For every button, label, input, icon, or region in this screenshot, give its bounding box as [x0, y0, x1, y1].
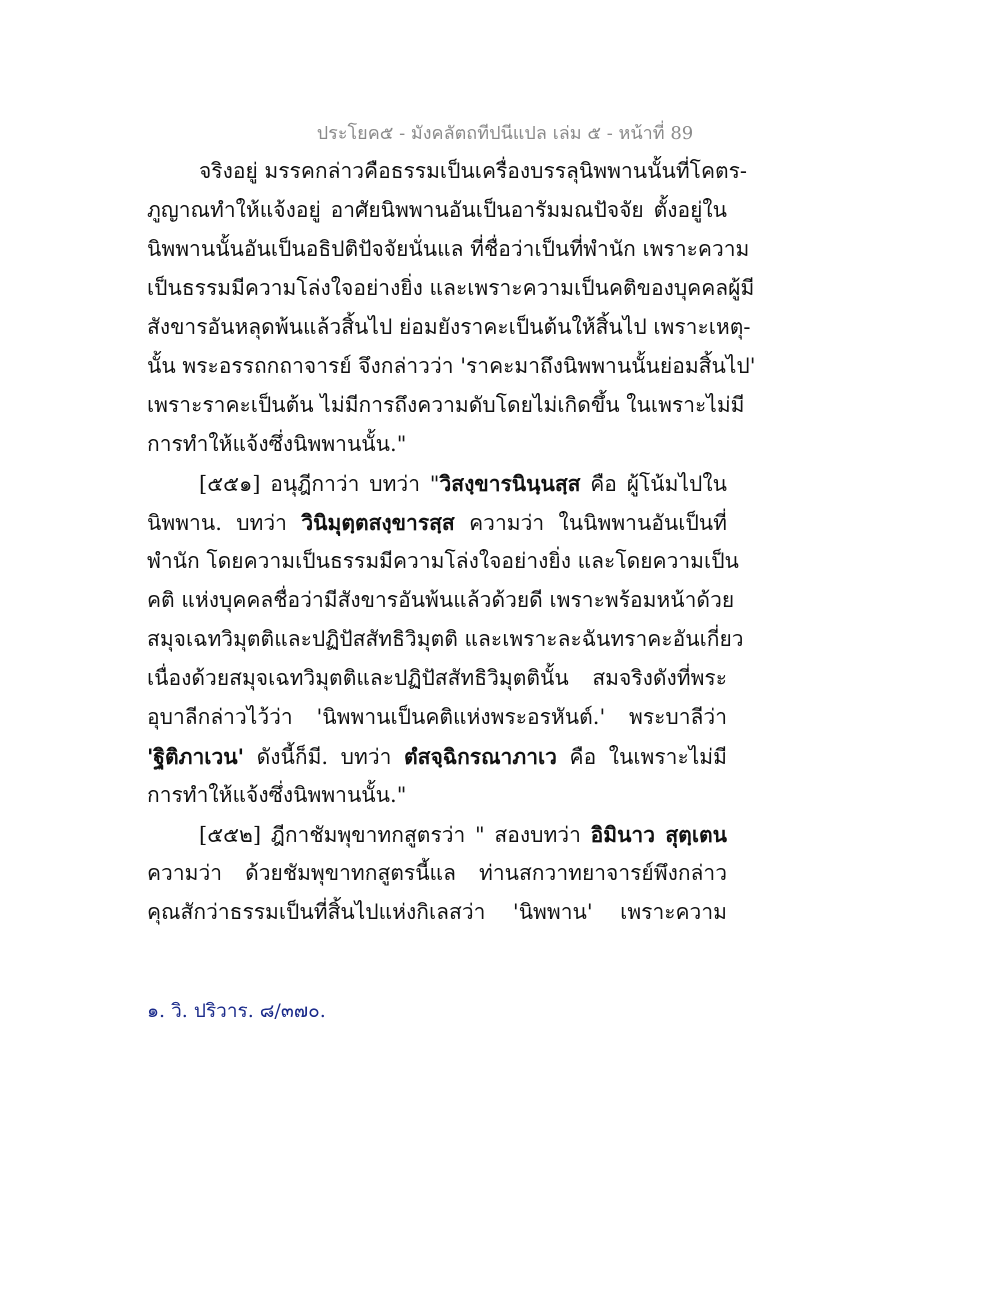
text-line-14: เนื่องด้วยสมุจเฉทวิมุตติและปฏิปัสสัทธิวิมุตตินั้น สมจริงดังที่พระ — [147, 666, 727, 690]
text-line-10 — [147, 503, 727, 542]
line-segment: นิพพาน. บทว่า — [147, 511, 302, 535]
text-line-5: สังขารอันหลุดพ้นแล้วสิ้นไป ย่อมยังราคะเป็นต้นให้สิ้นไป เพราะเหตุ- — [147, 315, 751, 339]
line-segment: คือ ในเพราะไม่มี — [556, 745, 727, 769]
bold-pali-term: ตํสจฺฉิกรณาภาเว — [404, 744, 557, 769]
line-segment: [๕๕๒] ฎีกาชัมพุขาทกสูตรว่า " สองบทว่า — [199, 823, 591, 847]
text-line-13: สมุจเฉทวิมุตติและปฏิปัสสัทธิวิมุตติ และเพราะละฉันทราคะอันเกี่ยว — [147, 627, 744, 651]
text-line-9 — [147, 464, 727, 503]
text-line-7: เพราะราคะเป็นต้น ไม่มีการถึงความดับโดยไม่เกิดขึ้น ในเพราะไม่มี — [147, 393, 745, 417]
text-line-6: นั้น พระอรรถกถาจารย์ จึงกล่าวว่า 'ราคะมาถึงนิพพานนั้นย่อมสิ้นไป' — [147, 354, 756, 378]
bold-pali-term: วินิมุตฺตสงฺขารสฺส — [301, 510, 455, 535]
body-text — [147, 152, 756, 932]
bold-pali-term: 'ฐิติภาเวน' — [147, 744, 245, 769]
text-line-18 — [147, 815, 727, 854]
text-line-2: ภูญาณทำให้แจ้งอยู่ อาศัยนิพพานอันเป็นอารัมมณปัจจัย ตั้งอยู่ใน — [147, 198, 727, 222]
text-line-4: เป็นธรรมมีความโล่งใจอย่างยิ่ง และเพราะความเป็นคติของบุคคลผู้มี — [147, 276, 755, 300]
line-segment: [๕๕๑] อนุฎีกาว่า บทว่า " — [199, 472, 440, 496]
text-line-12: คติ แห่งบุคคลชื่อว่ามีสังขารอันพ้นแล้วด้วยดี เพราะพร้อมหน้าด้วย — [147, 588, 735, 612]
bold-pali-term: วิสงฺขารนินฺนสฺส — [439, 471, 581, 496]
page-header: ประโยค๕ - มังคลัตถทีปนีแปล เล่ม ๕ - หน้าที่ 89 — [316, 123, 694, 144]
line-segment: ดังนี้ก็มี. บทว่า — [244, 745, 405, 769]
line-segment: ความว่า ในนิพพานอันเป็นที่ — [454, 511, 727, 535]
text-line-19: ความว่า ด้วยชัมพุขาทกสูตรนี้แล ท่านสกวาทยาจารย์พึงกล่าว — [147, 861, 727, 885]
text-line-8: การทำให้แจ้งซึ่งนิพพานนั้น." — [147, 432, 407, 456]
line-segment: คือ ผู้โน้มไปใน — [580, 472, 728, 496]
text-line-15: อุบาลีกล่าวไว้ว่า 'นิพพานเป็นคติแห่งพระอรหันต์.' พระบาลีว่า — [147, 705, 727, 729]
bold-pali-term: อิมินาว สุตฺเตน — [590, 822, 727, 847]
text-line-20: คุณสักว่าธรรมเป็นที่สิ้นไปแห่งกิเลสว่า 'นิพพาน' เพราะความ — [147, 900, 727, 924]
text-line-3: นิพพานนั้นอันเป็นอธิปติปัจจัยนั่นแล ที่ชื่อว่าเป็นที่พำนัก เพราะความ — [147, 237, 750, 261]
text-line-17: การทำให้แจ้งซึ่งนิพพานนั้น." — [147, 783, 407, 807]
footnote: ๑. วิ. ปริวาร. ๘/๓๗๐. — [147, 1000, 326, 1022]
text-line-1: จริงอยู่ มรรคกล่าวคือธรรมเป็นเครื่องบรรลุนิพพานนั้นที่โคตร- — [199, 159, 747, 183]
text-line-16 — [147, 737, 727, 776]
text-line-11: พำนัก โดยความเป็นธรรมมีความโล่งใจอย่างยิ่ง และโดยความเป็น — [147, 549, 739, 573]
